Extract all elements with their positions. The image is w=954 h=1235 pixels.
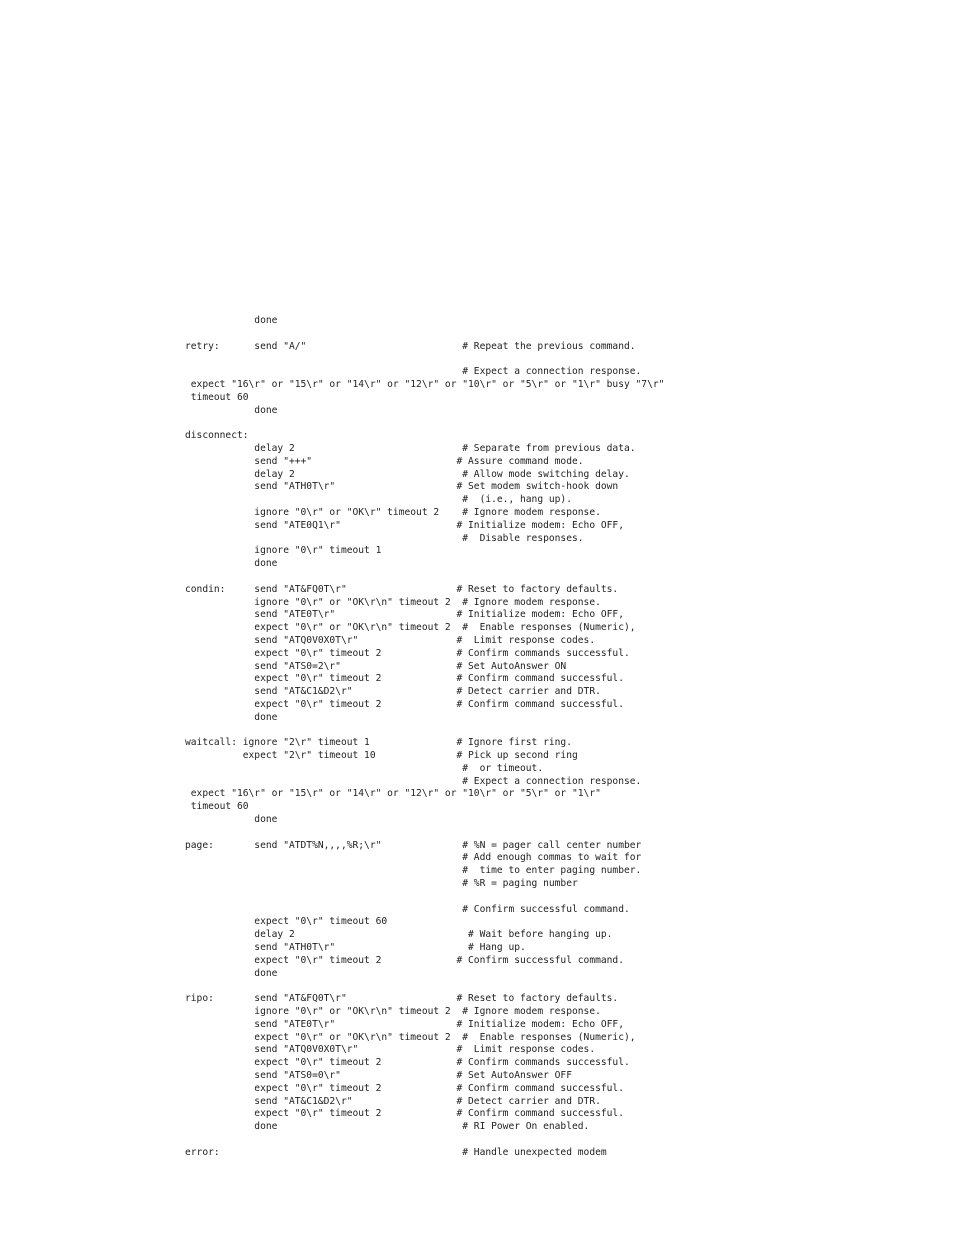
code-line: expect "0\r" timeout 2 # Confirm command successful. xyxy=(185,673,624,685)
code-line: # Confirm successful command. xyxy=(185,903,630,915)
code-line: done xyxy=(185,404,278,416)
code-line: retry: send "A/" # Repeat the previous command. xyxy=(185,340,636,352)
code-line: ignore "0\r" or "OK\r\n" timeout 2 # Ignore modem response. xyxy=(185,1006,601,1018)
code-line xyxy=(185,353,664,366)
code-line: # %R = paging number xyxy=(185,878,578,890)
modem-script-code-block xyxy=(185,315,664,1160)
code-line: timeout 60 xyxy=(185,391,249,403)
code-line: # (i.e., hang up). xyxy=(185,494,572,506)
code-line: done xyxy=(185,315,278,326)
code-line: send "ATQ0V0X0T\r" # Limit response codes. xyxy=(185,634,596,646)
code-line xyxy=(185,571,664,584)
code-line: expect "0\r" timeout 2 # Confirm commands successful. xyxy=(185,647,630,659)
code-line: expect "0\r" or "OK\r\n" timeout 2 # Enable responses (Numeric), xyxy=(185,622,636,634)
code-line: expect "0\r" timeout 2 # Confirm command successful. xyxy=(185,1082,624,1094)
code-line: expect "16\r" or "15\r" or "14\r" or "12\r" or "10\r" or "5\r" or "1\r" xyxy=(185,788,601,800)
code-line: send "ATH0T\r" # Hang up. xyxy=(185,942,526,954)
code-line: expect "0\r" timeout 2 # Confirm command successful. xyxy=(185,698,624,710)
code-line: send "+++" # Assure command mode. xyxy=(185,455,584,467)
code-line: timeout 60 xyxy=(185,801,249,813)
code-line: # time to enter paging number. xyxy=(185,865,642,877)
code-line: condin: send "AT&FQ0T\r" # Reset to factory defaults. xyxy=(185,583,619,595)
code-line: send "ATS0=0\r" # Set AutoAnswer OFF xyxy=(185,1070,572,1082)
code-line: page: send "ATDT%N,,,,%R;\r" # %N = pager call center number xyxy=(185,839,642,851)
code-line: error: # Handle unexpected modem xyxy=(185,1146,607,1158)
code-line: send "ATE0T\r" # Initialize modem: Echo OFF, xyxy=(185,609,624,621)
code-line: expect "0\r" timeout 2 # Confirm commands successful. xyxy=(185,1057,630,1069)
code-line: expect "16\r" or "15\r" or "14\r" or "12\r" or "10\r" or "5\r" or "1\r" busy "7\r" xyxy=(185,378,665,390)
code-line: # Add enough commas to wait for xyxy=(185,852,642,864)
code-line: done xyxy=(185,967,278,979)
code-line: send "ATS0=2\r" # Set AutoAnswer ON xyxy=(185,660,567,672)
code-line: done xyxy=(185,711,278,723)
code-line: send "ATE0Q1\r" # Initialize modem: Echo OFF, xyxy=(185,519,624,531)
code-line: # Expect a connection response. xyxy=(185,775,642,787)
code-line: done xyxy=(185,814,278,826)
code-line xyxy=(185,417,664,430)
code-line: expect "2\r" timeout 10 # Pick up second ring xyxy=(185,750,578,762)
code-line: # or timeout. xyxy=(185,762,544,774)
code-line: expect "0\r" timeout 60 xyxy=(185,916,388,928)
code-line xyxy=(185,891,664,904)
code-line: expect "0\r" timeout 2 # Confirm successful command. xyxy=(185,954,624,966)
code-line: ignore "0\r" or "OK\r" timeout 2 # Ignore modem response. xyxy=(185,506,601,518)
code-line xyxy=(185,328,664,341)
code-line: done xyxy=(185,558,278,570)
code-line: expect "0\r" timeout 2 # Confirm command successful. xyxy=(185,1108,624,1120)
code-line: ripo: send "AT&FQ0T\r" # Reset to factory defaults. xyxy=(185,993,619,1005)
code-line: ignore "0\r" timeout 1 xyxy=(185,545,382,557)
code-line: send "ATE0T\r" # Initialize modem: Echo OFF, xyxy=(185,1018,624,1030)
code-line: # Expect a connection response. xyxy=(185,366,642,378)
code-line: ignore "0\r" or "OK\r\n" timeout 2 # Ignore modem response. xyxy=(185,596,601,608)
code-line: # Disable responses. xyxy=(185,532,584,544)
code-line: send "AT&C1&D2\r" # Detect carrier and DTR. xyxy=(185,1095,601,1107)
code-line: disconnect: xyxy=(185,430,249,442)
code-line xyxy=(185,980,664,993)
code-line: waitcall: ignore "2\r" timeout 1 # Ignore first ring. xyxy=(185,737,572,749)
code-line xyxy=(185,725,664,738)
code-line: delay 2 # Separate from previous data. xyxy=(185,442,636,454)
code-line xyxy=(185,827,664,840)
code-line: send "ATQ0V0X0T\r" # Limit response codes. xyxy=(185,1044,596,1056)
code-line: delay 2 # Wait before hanging up. xyxy=(185,929,613,941)
code-line: done # RI Power On enabled. xyxy=(185,1121,590,1133)
code-line xyxy=(185,1134,664,1147)
code-line: delay 2 # Allow mode switching delay. xyxy=(185,468,630,480)
code-line: send "ATH0T\r" # Set modem switch-hook down xyxy=(185,481,619,493)
code-line: send "AT&C1&D2\r" # Detect carrier and DTR. xyxy=(185,686,601,698)
code-line: expect "0\r" or "OK\r\n" timeout 2 # Enable responses (Numeric), xyxy=(185,1031,636,1043)
